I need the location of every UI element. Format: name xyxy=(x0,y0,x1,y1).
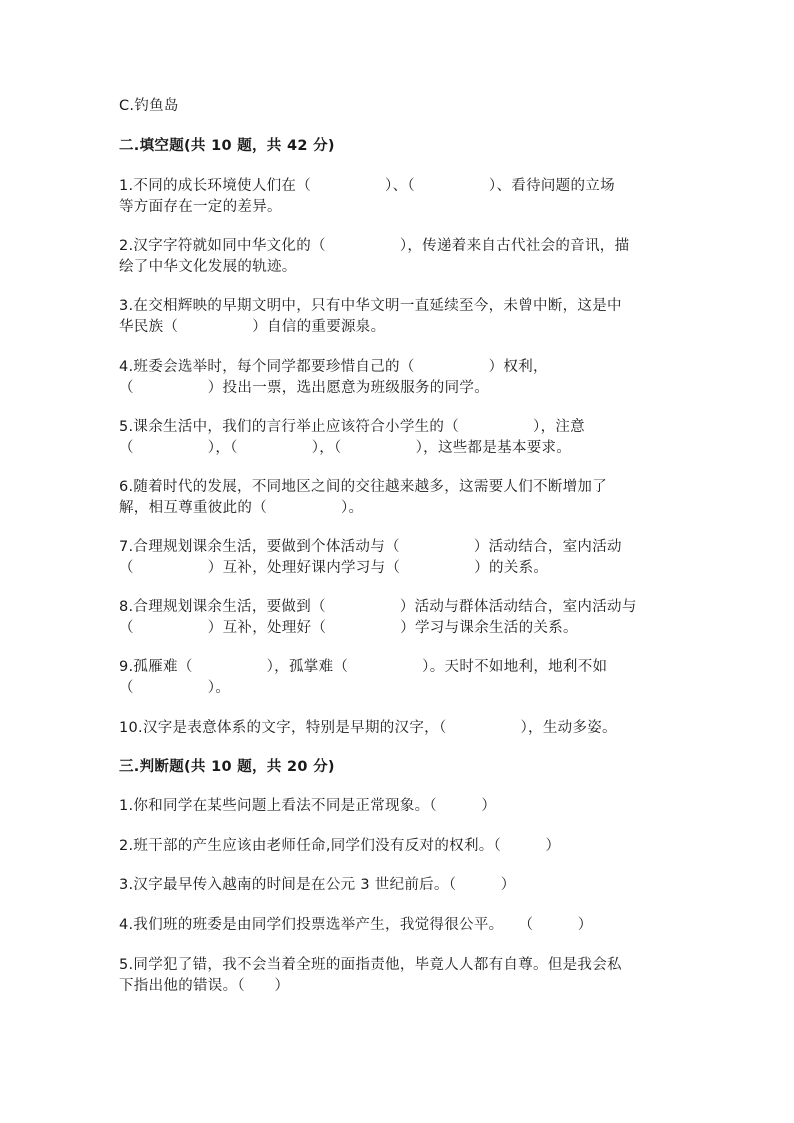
question-line: 9.孤雁难（ ），孤掌难（ ）。天时不如地利，地利不如 xyxy=(119,659,608,675)
question-line: 3.在交相辉映的早期文明中，只有中华文明一直延续至今，未曾中断，这是中 xyxy=(119,298,622,314)
section-2-heading: 二.填空题(共 10 题，共 42 分) xyxy=(119,138,335,154)
question-line: （ ）投出一票，选出愿意为班级服务的同学。 xyxy=(119,380,489,396)
question-line: 3.汉字最早传入越南的时间是在公元 3 世纪前后。（ ） xyxy=(119,877,516,893)
question-line: 下指出他的错误。（ ） xyxy=(119,978,290,994)
question-line: 5.同学犯了错，我不会当着全班的面指责他，毕竟人人都有自尊。但是我会私 xyxy=(119,957,622,973)
question-line: （ ）互补，处理好课内学习与（ ）的关系。 xyxy=(119,560,549,576)
question-line: 5.课余生活中，我们的言行举止应该符合小学生的（ ），注意 xyxy=(119,419,585,435)
question-line: 1.你和同学在某些问题上看法不同是正常现象。（ ） xyxy=(119,798,497,814)
question-line: 8.合理规划课余生活，要做到（ ）活动与群体活动结合，室内活动与 xyxy=(119,599,637,615)
question-line: 华民族（ ）自信的重要源泉。 xyxy=(119,319,386,335)
question-line: 4.班委会选举时，每个同学都要珍惜自己的（ ）权利， xyxy=(119,359,548,375)
question-line: 4.我们班的班委是由同学们投票选举产生，我觉得很公平。 （ ） xyxy=(119,917,593,933)
question-line: 7.合理规划课余生活，要做到个体活动与（ ）活动结合，室内活动 xyxy=(119,539,622,555)
question-line: 等方面存在一定的差异。 xyxy=(119,199,282,215)
question-line: （ ）互补，处理好（ ）学习与课余生活的关系。 xyxy=(119,620,578,636)
question-line: 2.汉字字符就如同中华文化的（ ），传递着来自古代社会的音讯，描 xyxy=(119,238,630,254)
question-line: 2.班干部的产生应该由老师任命,同学们没有反对的权利。（ ） xyxy=(119,838,561,854)
section-3-heading: 三.判断题(共 10 题，共 20 分) xyxy=(119,759,335,775)
question-line: （ ）。 xyxy=(119,680,231,696)
top-option-c: C.钓鱼岛 xyxy=(119,98,179,114)
question-line: 绘了中华文化发展的轨迹。 xyxy=(119,259,297,275)
question-line: 1.不同的成长环境使人们在（ ）、（ ）、看待问题的立场 xyxy=(119,178,615,194)
question-line: 10.汉字是表意体系的文字，特别是早期的汉字，（ ），生动多姿。 xyxy=(119,720,617,736)
question-line: 6.随着时代的发展，不同地区之间的交往越来越多，这需要人们不断增加了 xyxy=(119,479,608,495)
question-line: （ ），（ ），（ ），这些都是基本要求。 xyxy=(119,440,572,456)
question-line: 解，相互尊重彼此的（ ）。 xyxy=(119,500,364,516)
